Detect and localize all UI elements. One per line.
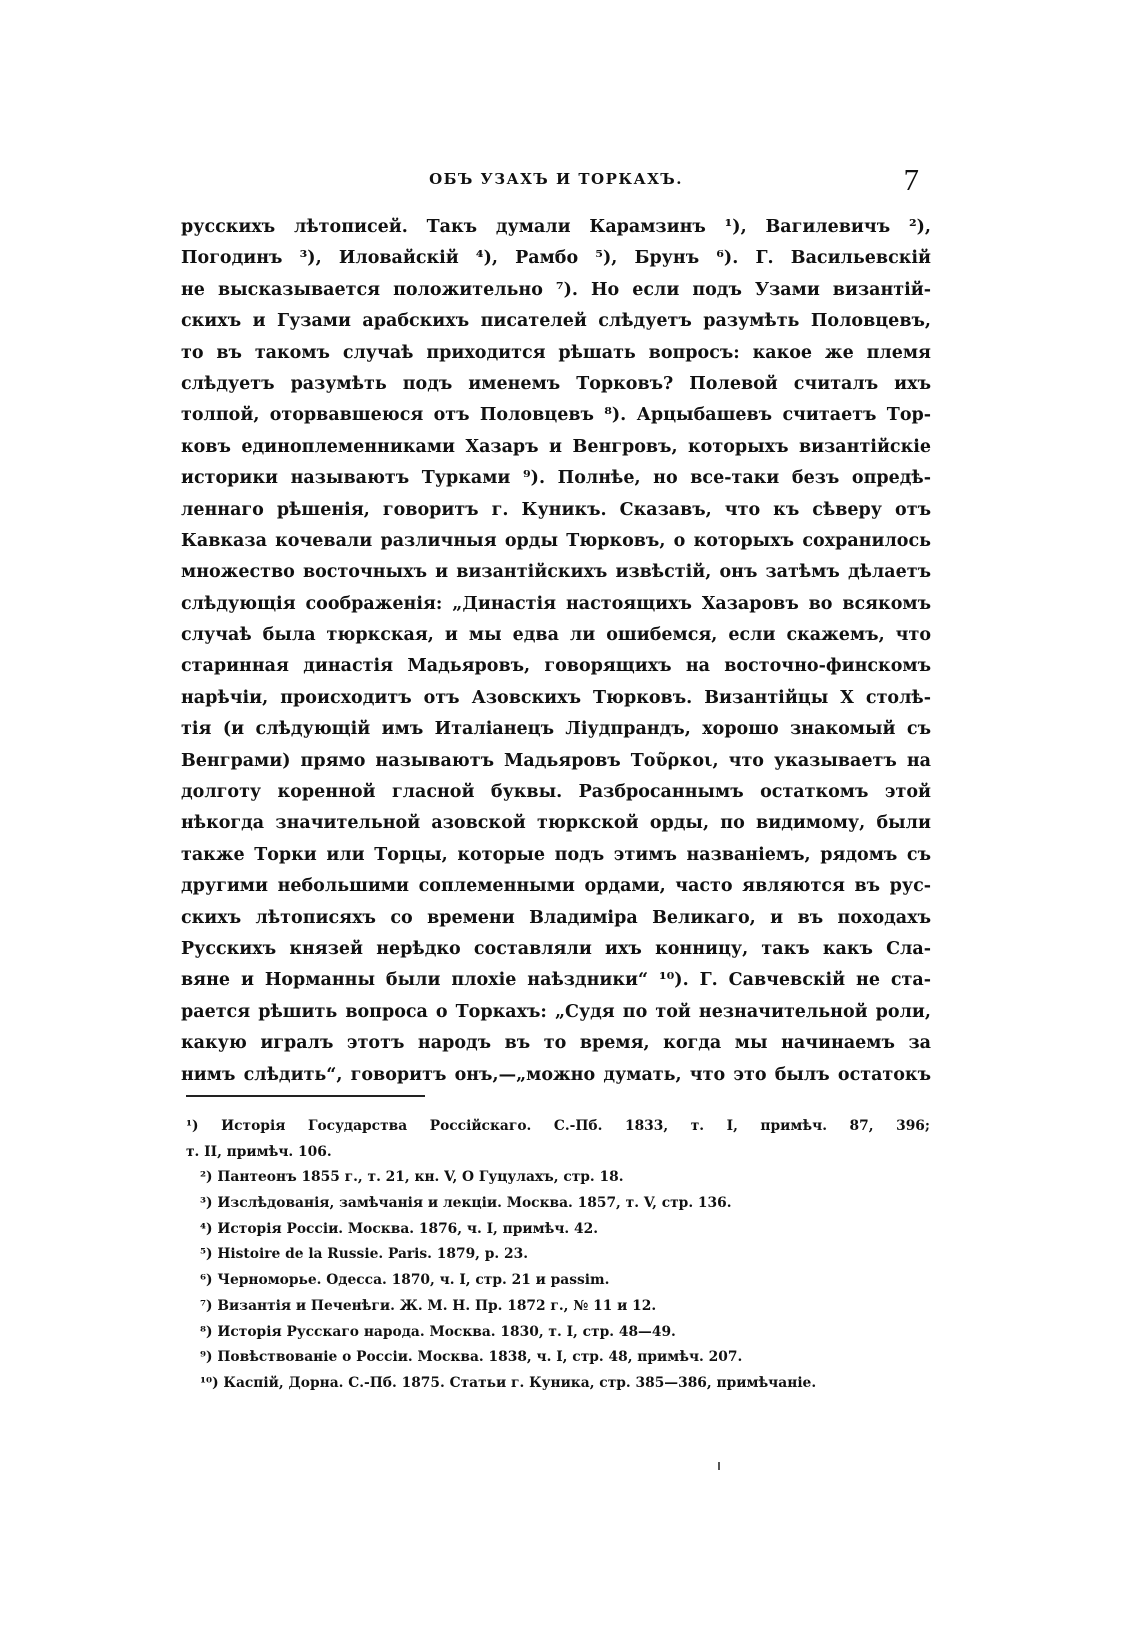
text-line: тія (и слѣдующій имъ Италіанецъ Ліудпрандъ, хорошо знакомый съ [181,719,931,740]
text-line: множество восточныхъ и византійскихъ извѣстій, онъ затѣмъ дѣлаетъ [181,562,931,583]
text-line: вяне и Норманны были плохіе наѣздники“ ¹⁰). Г. Савчевскій не ста- [181,970,931,991]
text-line: ковъ единоплеменниками Хазаръ и Венгровъ, которыхъ византійскіе [181,436,931,457]
text-line: леннаго рѣшенія, говоритъ г. Куникъ. Сказавъ, что къ сѣверу отъ [181,499,931,520]
running-head [181,162,931,210]
text-line: нѣкогда значительной азовской тюркской орды, по видимому, были [181,813,931,834]
text-line: то въ такомъ случаѣ приходится рѣшать вопросъ: какое же племя [181,342,931,363]
text-line: другими небольшими соплеменными ордами, часто являются въ рус- [181,876,931,897]
main-text [181,212,931,1091]
text-line: какую игралъ этотъ народъ въ то время, когда мы начинаемъ за [181,1033,931,1054]
text-line: скихъ и Гузами арабскихъ писателей слѣдуетъ разумѣть Половцевъ, [181,311,931,332]
text-line: русскихъ лѣтописей. Такъ думали Карамзинъ ¹), Вагилевичъ ²), [181,217,931,237]
text-line: рается рѣшить вопроса о Торкахъ: „Судя по той незначительной роли, [181,1001,931,1022]
text-line: случаѣ была тюркская, и мы едва ли ошибемся, если скажемъ, что [181,625,931,646]
footnote: ⁷) Византія и Печенѣги. Ж. М. Н. Пр. 1872 г., № 11 и 12. [200,1297,657,1314]
footnotes [186,1114,930,1397]
text-line: слѣдующія соображенія: „Династія настоящихъ Хазаровъ во всякомъ [181,593,931,614]
footnote: ¹) Исторія Государства Россійскаго. С.-Пб. 1833, т. I, примѣч. 87, 396; [186,1118,930,1134]
footnote: ⁸) Исторія Русскаго народа. Москва. 1830, т. I, стр. 48—49. [200,1323,676,1340]
text-line: Кавказа кочевали различныя орды Тюрковъ, о которыхъ сохранилось [181,530,931,551]
page-number: 7 [903,162,919,197]
footnote: ¹⁰) Каспій, Дорна. С.-Пб. 1875. Статьи г. Куника, стр. 385—386, примѣчаніе. [200,1374,817,1391]
footnote: ⁵) Histoire de la Russie. Paris. 1879, p. 23. [200,1246,529,1263]
text-line: скихъ лѣтописяхъ со времени Владиміра Великаго, и въ походахъ [181,907,931,928]
footnote: ²) Пантеонъ 1855 г., т. 21, кн. V, О Гуцулахъ, стр. 18. [200,1169,624,1186]
footnote: ⁹) Повѣствованіе о Россіи. Москва. 1838, ч. I, стр. 48, примѣч. 207. [200,1349,743,1366]
running-title: ОБЪ УЗАХЪ И ТОРКАХЪ. [429,170,683,188]
text-line: слѣдуетъ разумѣть подъ именемъ Торковъ? Полевой считалъ ихъ [181,373,931,394]
footnote-separator [186,1095,425,1097]
footnote: ³) Изслѣдованія, замѣчанія и лекціи. Москва. 1857, т. V, стр. 136. [200,1195,732,1212]
text-line: долготу коренной гласной буквы. Разбросаннымъ остаткомъ этой [181,782,931,803]
text-line: старинная династія Мадьяровъ, говорящихъ на восточно-финскомъ [181,656,931,677]
text-line: нарѣчіи, происходитъ отъ Азовскихъ Тюрковъ. Византійцы X столѣ- [181,687,931,708]
text-line: нимъ слѣдить“, говоритъ онъ,—„можно думать, что это былъ остатокъ [181,1064,931,1085]
text-line: толпой, оторвавшеюся отъ Половцевъ ⁸). Арцыбашевъ считаетъ Тор- [181,405,931,426]
footnote: ⁴) Исторія Россіи. Москва. 1876, ч. I, примѣч. 42. [200,1220,599,1237]
text-line: Венграми) прямо называютъ Мадьяровъ Τοῦρκοι, что указываетъ на [181,750,931,771]
text-line: Погодинъ ³), Иловайскій ⁴), Рамбо ⁵), Брунъ ⁶). Г. Васильевскій [181,248,931,269]
text-line: Русскихъ князей нерѣдко составляли ихъ конницу, такъ какъ Сла- [181,938,931,959]
footnote: ⁶) Черноморье. Одесса. 1870, ч. I, стр. 21 и passim. [200,1272,610,1289]
print-speck [718,1462,720,1470]
text-line: историки называютъ Турками ⁹). Полнѣе, но все-таки безъ опредѣ- [181,468,931,489]
footnote-continuation: т. II, примѣч. 106. [186,1143,332,1160]
text-line: также Торки или Торцы, которые подъ этимъ названіемъ, рядомъ съ [181,844,931,865]
text-line: не высказывается положительно ⁷). Но если подъ Узами византій- [181,279,931,300]
